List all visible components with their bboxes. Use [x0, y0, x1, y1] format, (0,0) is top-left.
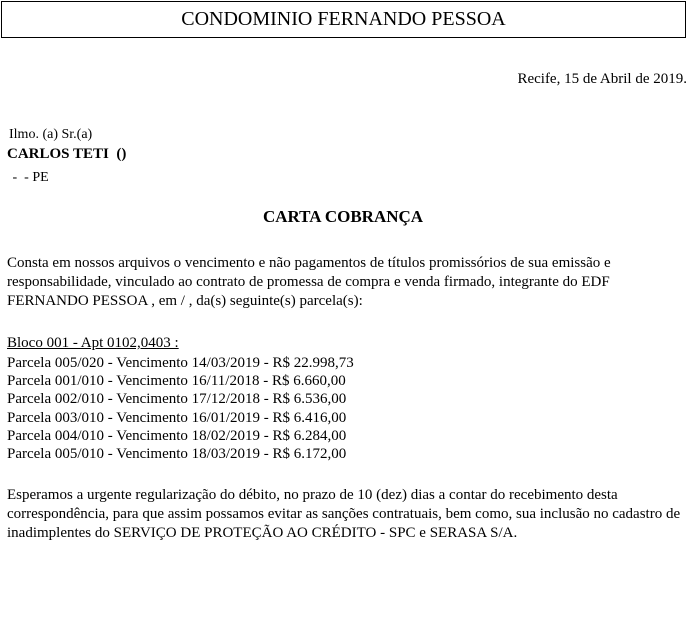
- installment-item: Parcela 005/020 - Vencimento 14/03/2019 - R$ 22.998,73: [7, 355, 354, 371]
- installment-item: Parcela 004/010 - Vencimento 18/02/2019 - R$ 6.284,00: [7, 427, 347, 444]
- recipient-name: CARLOS TETI (): [7, 146, 127, 162]
- salutation: Ilmo. (a) Sr.(a): [9, 127, 93, 142]
- installment-item: Parcela 003/010 - Vencimento 16/01/2019 - R$ 6.416,00: [7, 409, 347, 426]
- intro-paragraph: Consta em nossos arquivos o vencimento e não pagamentos de títulos promissórios de sua emissão e responsabilidade, vinculado ao contrato de promessa de compra e venda firmado, integrante do EDF FERNANDO PESSOA , em / , da(s) seguinte(s) parcela(s):: [7, 255, 611, 309]
- installment-list: [7, 354, 354, 463]
- installment-item: Parcela 001/010 - Vencimento 16/11/2018 - R$ 6.660,00: [7, 373, 346, 390]
- installment-item: Parcela 002/010 - Vencimento 17/12/2018 - R$ 6.536,00: [7, 391, 347, 408]
- recipient-location: - - PE: [9, 170, 49, 185]
- header-box: [1, 1, 686, 38]
- condominium-title: CONDOMINIO FERNANDO PESSOA: [181, 8, 506, 30]
- block-title: Bloco 001 - Apt 0102,0403 :: [7, 335, 179, 351]
- letter-title: CARTA COBRANÇA: [262, 207, 424, 226]
- installment-item: Parcela 005/010 - Vencimento 18/03/2019 - R$ 6.172,00: [7, 446, 347, 463]
- closing-paragraph: Esperamos a urgente regularização do débito, no prazo de 10 (dez) dias a contar do recebimento desta correspondência, para que assim possamos evitar as sanções contratuais, bem como, sua inclusão no cadastro de inadimplentes do SERVIÇO DE PROTEÇÃO AO CRÉDITO - SPC e SERASA S/A.: [7, 487, 681, 541]
- date-line: Recife, 15 de Abril de 2019.: [517, 71, 687, 87]
